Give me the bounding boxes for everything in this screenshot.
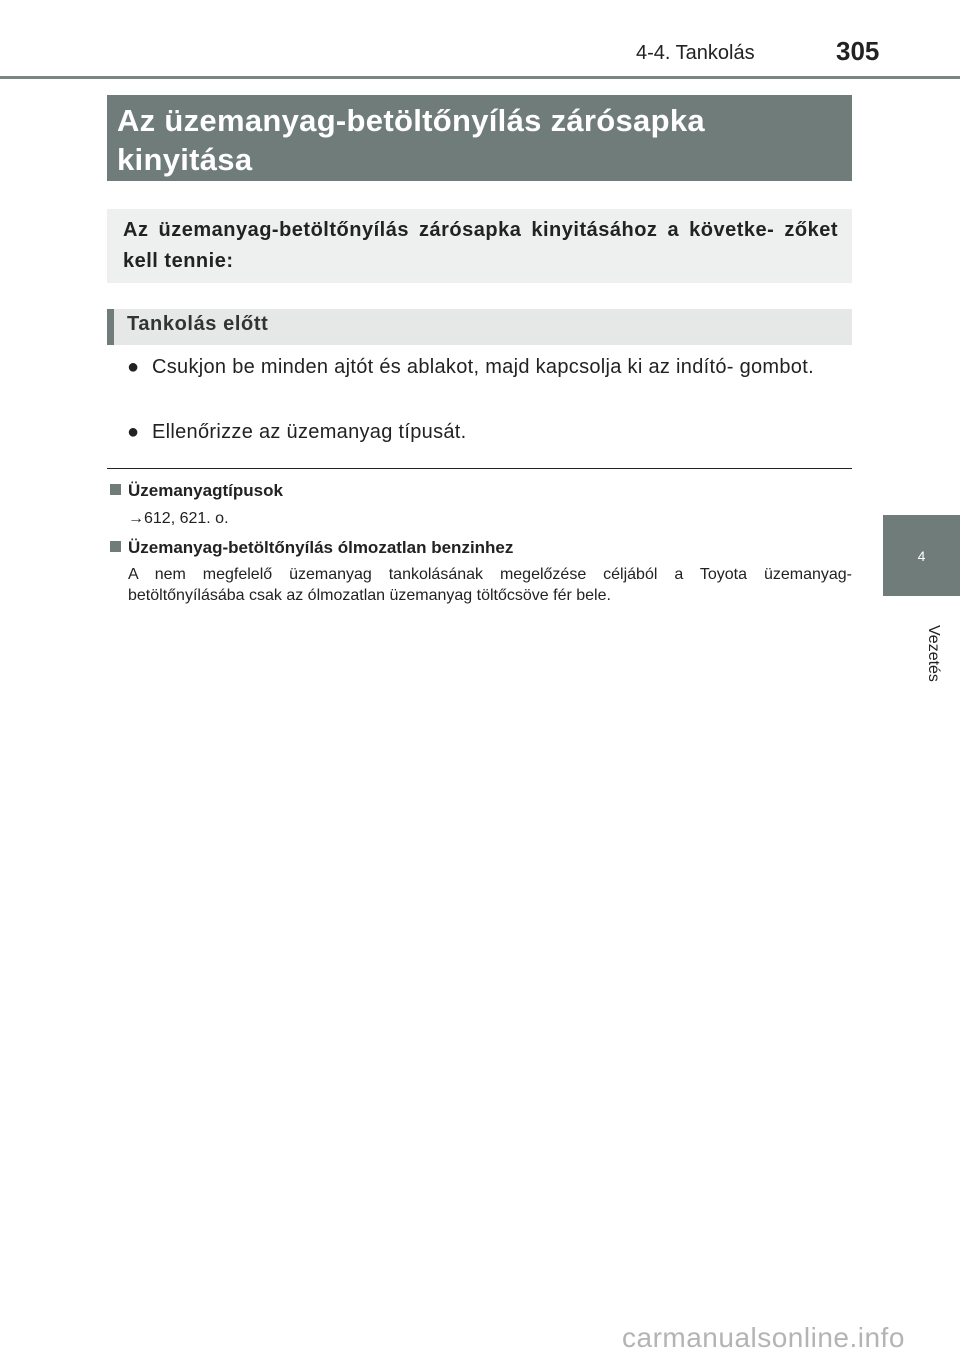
chapter-tab xyxy=(883,515,960,596)
header-rule xyxy=(0,76,960,79)
subheading-bar xyxy=(107,309,852,345)
title-line-1: Az üzemanyag-betöltőnyílás zárósapka xyxy=(117,103,705,138)
note-fuel-types xyxy=(110,480,852,529)
subheading: Tankolás előtt xyxy=(127,313,269,335)
square-bullet-icon xyxy=(110,484,121,495)
section-title: 4-4. Tankolás xyxy=(636,42,755,64)
intro-text: Az üzemanyag-betöltőnyílás zárósapka kinyitásához a követke- zőket kell tennie: xyxy=(123,219,838,272)
title-line-2: kinyitása xyxy=(117,142,253,177)
note-heading: Üzemanyag-betöltőnyílás ólmozatlan benzinhez xyxy=(128,538,514,557)
bullet-icon: ● xyxy=(127,356,140,378)
note-unleaded-filler xyxy=(110,537,852,606)
watermark: carmanualsonline.info xyxy=(622,1322,905,1353)
note-body: A nem megfelelő üzemanyag tankolásának megelőzése céljából a Toyota üzemanyag-betöltőnyílásába csak az ólmozatlan üzemanyag töltőcsöve fér bele. xyxy=(128,566,852,604)
chapter-label: Vezetés xyxy=(925,624,942,682)
note-body: →612, 621. o. xyxy=(128,510,229,527)
note-heading: Üzemanyagtípusok xyxy=(128,481,283,500)
chapter-number: 4 xyxy=(917,547,926,564)
bullet-text: Ellenőrizze az üzemanyag típusát. xyxy=(152,421,467,443)
square-bullet-icon xyxy=(110,541,121,552)
section-divider xyxy=(107,468,852,469)
bullet-text: Csukjon be minden ajtót és ablakot, majd kapcsolja ki az indító- gombot. xyxy=(152,356,814,378)
intro-box xyxy=(107,209,852,283)
page-number: 305 xyxy=(836,36,880,66)
title-box xyxy=(107,95,852,181)
bullet-icon: ● xyxy=(127,421,140,443)
